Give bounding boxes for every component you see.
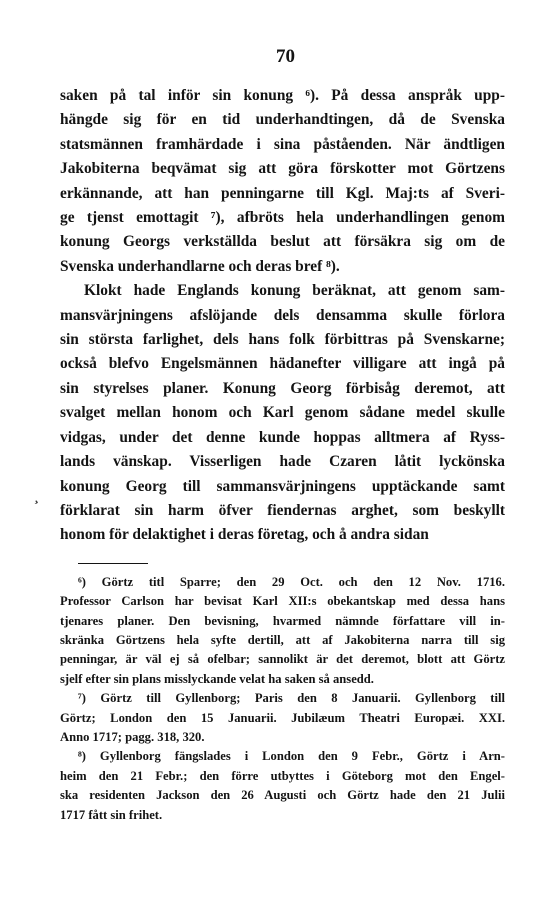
text-line: 1717 fått sin frihet. xyxy=(60,807,163,822)
text-line: sin styrelses planer. Konung Georg förbisåg deremot, att xyxy=(60,379,505,397)
text-line: Professor Carlson har bevisat Karl XII:s obekantskap med dessa hans xyxy=(60,594,505,609)
text-line: honom för delaktighet i deras företag, och å andra sidan xyxy=(60,526,429,544)
footnote xyxy=(60,747,505,825)
page-number: 70 xyxy=(276,46,295,67)
text-line: mansvärjningens afslöjande dels densamma skulle förlora xyxy=(60,306,505,324)
footnotes xyxy=(60,573,505,825)
text-line: ge tjenst emottagit ⁷), afbröts hela underhandlingen genom xyxy=(60,209,505,227)
text-line: konung Georg till sammansvärjningens upptäckande samt xyxy=(60,477,505,495)
text-line: lands vänskap. Visserligen hade Czaren låtit lyckönska xyxy=(60,453,505,471)
text-line: vidgas, under det denne kunde hoppas alltmera af Ryss- xyxy=(60,428,505,446)
text-line: konung Georgs verkställda beslut att försäkra sig om de xyxy=(60,233,505,251)
text-line: Klokt hade Englands konung beräknat, att genom sam- xyxy=(84,282,505,300)
text-line: Jakobiterna beqvämat sig att göra förskotter mot Görtzens xyxy=(60,160,505,178)
text-line: också blefvo Engelsmännen hädanefter villigare att ingå på xyxy=(60,355,505,373)
text-line: ⁶) Görtz titl Sparre; den 29 Oct. och den 12 Nov. 1716. xyxy=(78,574,505,589)
footnote xyxy=(60,573,505,689)
body-text xyxy=(60,84,505,548)
text-line: statsmännen framhärdade i sina påståenden. När ändtligen xyxy=(60,135,505,153)
text-line: hängde sig för en tid underhandtingen, då de Svenska xyxy=(60,111,505,129)
text-line: Görtz; London den 15 Januarii. Jubilæum Theatri Europæi. XXI. xyxy=(60,710,505,725)
page xyxy=(60,44,505,825)
text-line: skränka Görtzens hela syfte dertill, att af Jakobiterna narra till sig xyxy=(60,632,505,647)
text-line: saken på tal inför sin konung ⁶). På dessa anspråk upp- xyxy=(60,87,505,104)
footnote-divider xyxy=(78,563,148,564)
text-line: ⁸) Gyllenborg fängslades i London den 9 Febr., Görtz i Arn- xyxy=(78,749,505,764)
paragraph xyxy=(60,84,505,279)
text-line: sin största farlighet, dels hans folk förbittras på Svenskarne; xyxy=(60,331,505,349)
text-line: Anno 1717; pagg. 318, 320. xyxy=(60,729,205,744)
margin-mark: ¸ xyxy=(34,490,39,505)
paragraph xyxy=(60,279,505,547)
text-line: sjelf efter sin plans misslyckande velat ha saken så ansedd. xyxy=(60,671,374,686)
text-line: heim den 21 Febr.; den förre utbyttes i Göteborg mot den Engel- xyxy=(60,768,505,783)
text-line: penningar, är väl ej så ofelbar; sannolikt är det deremot, blott att Görtz xyxy=(60,652,505,667)
text-line: tjenares planer. Den bevisning, hvarmed nämnde författare vill in- xyxy=(60,613,505,628)
text-line: ska residenten Jackson den 26 Augusti och Görtz hade den 21 Julii xyxy=(60,788,505,803)
text-line: svalget mellan honom och Karl genom sådane medel skulle xyxy=(60,404,505,422)
text-line: erkännande, att han penningarne till Kgl. Maj:ts af Sveri- xyxy=(60,184,505,202)
footnote xyxy=(60,689,505,747)
text-line: Svenska underhandlarne och deras bref ⁸). xyxy=(60,257,340,275)
text-line: förklarat sin harm öfver fiendernas arghet, som beskyllt xyxy=(60,501,505,519)
text-line: ⁷) Görtz till Gyllenborg; Paris den 8 Januarii. Gyllenborg till xyxy=(78,691,505,706)
